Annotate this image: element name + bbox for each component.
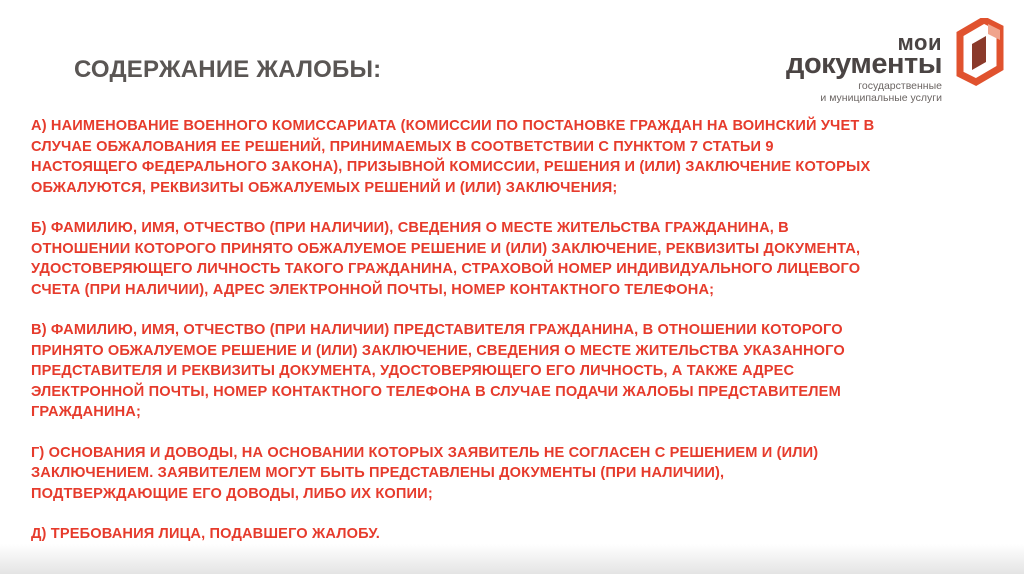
- paragraph-line: ЭЛЕКТРОННОЙ ПОЧТЫ, НОМЕР КОНТАКТНОГО ТЕЛЕФОНА В СЛУЧАЕ ПОДАЧИ ЖАЛОБЫ ПРЕДСТАВИТЕЛЕМ: [31, 383, 841, 400]
- paragraph-line: ГРАЖДАНИНА;: [31, 404, 142, 420]
- paragraph-line: НАСТОЯЩЕГО ФЕДЕРАЛЬНОГО ЗАКОНА), ПРИЗЫВНОЙ КОМИССИИ, РЕШЕНИЯ И (ИЛИ) ЗАКЛЮЧЕНИЕ КОТОРЫХ: [31, 159, 871, 175]
- paragraph-line: Г) ОСНОВАНИЯ И ДОВОДЫ, НА ОСНОВАНИИ КОТОРЫХ ЗАЯВИТЕЛЬ НЕ СОГЛАСЕН С РЕШЕНИЕМ И (ИЛИ): [31, 444, 819, 461]
- logo-subtitle-line-1: государственные: [858, 80, 942, 92]
- complaint-paragraph: [31, 218, 991, 300]
- paragraph-line: ПОДТВЕРЖДАЮЩИЕ ЕГО ДОВОДЫ, ЛИБО ИХ КОПИИ;: [31, 485, 433, 502]
- paragraph-line: ПРЕДСТАВИТЕЛЯ И РЕКВИЗИТЫ ДОКУМЕНТА, УДОСТОВЕРЯЮЩЕГО ЕГО ЛИЧНОСТЬ, А ТАКЖЕ АДРЕС: [31, 363, 795, 379]
- complaint-paragraph: [31, 320, 991, 423]
- paragraph-line: А) НАИМЕНОВАНИЕ ВОЕННОГО КОМИССАРИАТА (КОМИССИИ ПО ПОСТАНОВКЕ ГРАЖДАН НА ВОИНСКИЙ УЧЕТ В: [31, 118, 875, 134]
- paragraph-line: Д) ТРЕБОВАНИЯ ЛИЦА, ПОДАВШЕГО ЖАЛОБУ.: [31, 526, 380, 542]
- slide-title: СОДЕРЖАНИЕ ЖАЛОБЫ:: [74, 56, 382, 83]
- paragraph-line: В) ФАМИЛИЮ, ИМЯ, ОТЧЕСТВО (ПРИ НАЛИЧИИ) ПРЕДСТАВИТЕЛЯ ГРАЖДАНИНА, В ОТНОШЕНИИ КОТОРОГО: [31, 322, 843, 338]
- logo-text-dokumenty: документы: [786, 48, 942, 80]
- bottom-shade: [0, 544, 1024, 574]
- paragraph-line: Б) ФАМИЛИЮ, ИМЯ, ОТЧЕСТВО (ПРИ НАЛИЧИИ), СВЕДЕНИЯ О МЕСТЕ ЖИТЕЛЬСТВА ГРАЖДАНИНА, В: [31, 220, 789, 236]
- paragraph-line: СЧЕТА (ПРИ НАЛИЧИИ), АДРЕС ЭЛЕКТРОННОЙ ПОЧТЫ, НОМЕР КОНТАКТНОГО ТЕЛЕФОНА;: [31, 281, 715, 298]
- complaint-paragraph: [31, 116, 991, 198]
- paragraph-line: ЗАКЛЮЧЕНИЕМ. ЗАЯВИТЕЛЕМ МОГУТ БЫТЬ ПРЕДСТАВЛЕНЫ ДОКУМЕНТЫ (ПРИ НАЛИЧИИ),: [31, 465, 725, 481]
- paragraph-line: ОБЖАЛУЮТСЯ, РЕКВИЗИТЫ ОБЖАЛУЕМЫХ РЕШЕНИЙ И (ИЛИ) ЗАКЛЮЧЕНИЯ;: [31, 179, 618, 196]
- paragraph-line: ПРИНЯТО ОБЖАЛУЕМОЕ РЕШЕНИЕ И (ИЛИ) ЗАКЛЮЧЕНИЕ, СВЕДЕНИЯ О МЕСТЕ ЖИТЕЛЬСТВА УКАЗАННОГО: [31, 342, 845, 359]
- paragraph-line: ОТНОШЕНИИ КОТОРОГО ПРИНЯТО ОБЖАЛУЕМОЕ РЕШЕНИЕ И (ИЛИ) ЗАКЛЮЧЕНИЕ, РЕКВИЗИТЫ ДОКУМЕНТА,: [31, 240, 861, 257]
- complaint-content: [31, 116, 991, 565]
- logo-text-moi: мои: [897, 30, 942, 55]
- moi-dokumenty-emblem-icon: [954, 18, 1006, 90]
- logo-subtitle-line-2: и муниципальные услуги: [820, 92, 942, 104]
- complaint-paragraph: [31, 524, 991, 545]
- paragraph-line: СЛУЧАЕ ОБЖАЛОВАНИЯ ЕЕ РЕШЕНИЙ, ПРИНИМАЕМЫХ В СООТВЕТСТВИИ С ПУНКТОМ 7 СТАТЬИ 9: [31, 138, 774, 155]
- moi-dokumenty-logo: [768, 14, 1014, 110]
- complaint-paragraph: [31, 443, 991, 505]
- paragraph-line: УДОСТОВЕРЯЮЩЕГО ЛИЧНОСТЬ ТАКОГО ГРАЖДАНИНА, СТРАХОВОЙ НОМЕР ИНДИВИДУАЛЬНОГО ЛИЦЕВОГО: [31, 261, 861, 277]
